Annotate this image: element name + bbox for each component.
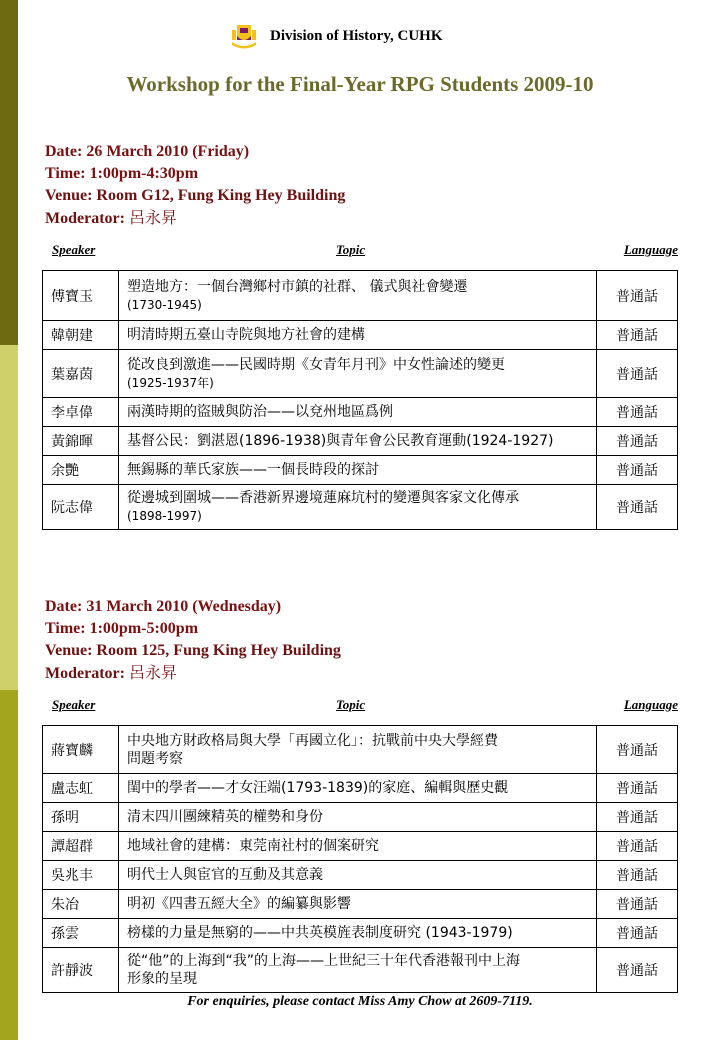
division-name: Division of History, CUHK	[270, 27, 443, 44]
topic-text: 從邊城到圍城——香港新界邊境蓮麻坑村的變遷與客家文化傳承	[127, 490, 519, 506]
language-cell: 普通話	[597, 321, 678, 350]
topic-cell	[119, 726, 597, 774]
topic-subtext: (1730-1945)	[127, 297, 202, 312]
schedule-table	[42, 725, 678, 993]
topic-cell: 榜樣的力量是無窮的——中共英模旌表制度研究 (1943-1979)	[119, 919, 597, 948]
topic-cell: 閨中的學者——才女汪端(1793-1839)的家庭、編輯與歷史觀	[119, 774, 597, 803]
topic-cell: 明代士人與宦官的互動及其意義	[119, 861, 597, 890]
topic-cell: 明初《四書五經大全》的編纂與影響	[119, 890, 597, 919]
table-row	[43, 726, 678, 774]
speaker-cell: 蔣寶麟	[43, 726, 119, 774]
topic-cell: 地域社會的建構：東莞南社村的個案研究	[119, 832, 597, 861]
speaker-cell: 傅寶玉	[43, 271, 119, 321]
topic-text: 中央地方財政格局與大學「再國立化」：抗戰前中央大學經費	[127, 732, 498, 749]
speaker-cell: 朱冶	[43, 890, 119, 919]
speaker-cell: 余艷	[43, 456, 119, 485]
language-cell: 普通話	[597, 861, 678, 890]
cuhk-crest-icon	[230, 22, 258, 50]
speaker-cell: 孫雲	[43, 919, 119, 948]
speaker-cell: 葉嘉茵	[43, 350, 119, 398]
speaker-cell: 黃錦暉	[43, 427, 119, 456]
sidebar-stripe	[0, 0, 18, 1040]
topic-text: 塑造地方：一個台灣鄉村市鎮的社群、 儀式與社會變遷	[127, 278, 468, 295]
topic-subtext: 形象的呈現	[127, 971, 197, 987]
topic-subtext: (1925-1937年)	[127, 375, 214, 390]
language-cell: 普通話	[597, 919, 678, 948]
sidebar-segment-top	[0, 0, 18, 345]
sidebar-segment-bottom	[0, 690, 18, 1040]
session-moderator	[45, 207, 345, 230]
column-headers	[45, 242, 678, 262]
table-row	[43, 861, 678, 890]
table-row	[43, 832, 678, 861]
language-header: Language	[623, 242, 678, 257]
speaker-cell: 韓朝建	[43, 321, 119, 350]
language-cell: 普通話	[597, 398, 678, 427]
topic-cell: 兩漢時期的盜賊與防治——以兗州地區爲例	[119, 398, 597, 427]
speaker-cell: 譚超群	[43, 832, 119, 861]
moderator-name: 呂永昇	[128, 208, 177, 227]
session-venue: Venue: Room 125, Fung King Hey Building	[45, 642, 341, 659]
language-cell: 普通話	[597, 427, 678, 456]
table-row	[43, 271, 678, 321]
language-cell: 普通話	[597, 890, 678, 919]
header	[230, 22, 443, 50]
table-row	[43, 350, 678, 398]
speaker-cell: 李卓偉	[43, 398, 119, 427]
topic-text: 從改良到激進——民國時期《女青年月刊》中女性論述的變更	[127, 356, 505, 373]
moderator-label: Moderator:	[45, 665, 125, 682]
topic-cell: 基督公民：劉湛恩(1896-1938)與青年會公民教育運動(1924-1927)	[119, 427, 597, 456]
table-row	[43, 485, 678, 530]
language-header: Language	[623, 697, 678, 712]
speaker-header: Speaker	[52, 697, 96, 712]
session-venue: Venue: Room G12, Fung King Hey Building	[45, 187, 346, 204]
language-cell: 普通話	[597, 774, 678, 803]
topic-subtext: 問題考察	[127, 750, 183, 767]
enquiries-footer: For enquiries, please contact Miss Amy Chow at 2609-7119.	[187, 994, 533, 1009]
sidebar-segment-middle	[0, 345, 18, 690]
session-time: Time: 1:00pm-5:00pm	[45, 620, 199, 637]
speaker-cell: 吳兆丰	[43, 861, 119, 890]
table-row	[43, 321, 678, 350]
table-row	[43, 948, 678, 993]
topic-header: Topic	[336, 697, 366, 712]
table-row	[43, 456, 678, 485]
language-cell: 普通話	[597, 456, 678, 485]
language-cell: 普通話	[597, 726, 678, 774]
table-row	[43, 427, 678, 456]
session-date: Date: 31 March 2010 (Wednesday)	[45, 598, 282, 615]
table-row	[43, 890, 678, 919]
language-cell: 普通話	[597, 948, 678, 993]
topic-cell	[119, 271, 597, 321]
topic-subtext: (1898-1997)	[127, 509, 202, 523]
topic-cell	[119, 485, 597, 530]
language-cell: 普通話	[597, 271, 678, 321]
session-moderator	[45, 662, 341, 685]
table-row	[43, 919, 678, 948]
language-cell: 普通話	[597, 832, 678, 861]
speaker-cell: 盧志虹	[43, 774, 119, 803]
speaker-cell: 許靜波	[43, 948, 119, 993]
topic-cell: 明清時期五臺山寺院與地方社會的建構	[119, 321, 597, 350]
speaker-header: Speaker	[52, 242, 96, 257]
speaker-cell: 孫明	[43, 803, 119, 832]
column-headers	[45, 697, 678, 717]
topic-cell	[119, 350, 597, 398]
language-cell: 普通話	[597, 803, 678, 832]
session-date: Date: 26 March 2010 (Friday)	[45, 143, 250, 160]
table-row	[43, 803, 678, 832]
moderator-name: 呂永昇	[128, 663, 177, 682]
topic-cell: 無錫縣的華氏家族——一個長時段的探討	[119, 456, 597, 485]
table-row	[43, 398, 678, 427]
speaker-cell: 阮志偉	[43, 485, 119, 530]
language-cell: 普通話	[597, 350, 678, 398]
table-row	[43, 774, 678, 803]
session-info	[45, 596, 341, 685]
schedule-table	[42, 270, 678, 530]
topic-cell: 清末四川團練精英的權勢和身份	[119, 803, 597, 832]
topic-header: Topic	[336, 242, 366, 257]
page-title: Workshop for the Final-Year RPG Students 2009-10	[126, 72, 594, 96]
moderator-label: Moderator:	[45, 210, 125, 227]
session-info	[45, 141, 345, 230]
topic-text: 從“他”的上海到“我”的上海——上世紀三十年代香港報刊中上海	[127, 953, 521, 969]
language-cell: 普通話	[597, 485, 678, 530]
topic-cell	[119, 948, 597, 993]
session-time: Time: 1:00pm-4:30pm	[45, 165, 199, 182]
